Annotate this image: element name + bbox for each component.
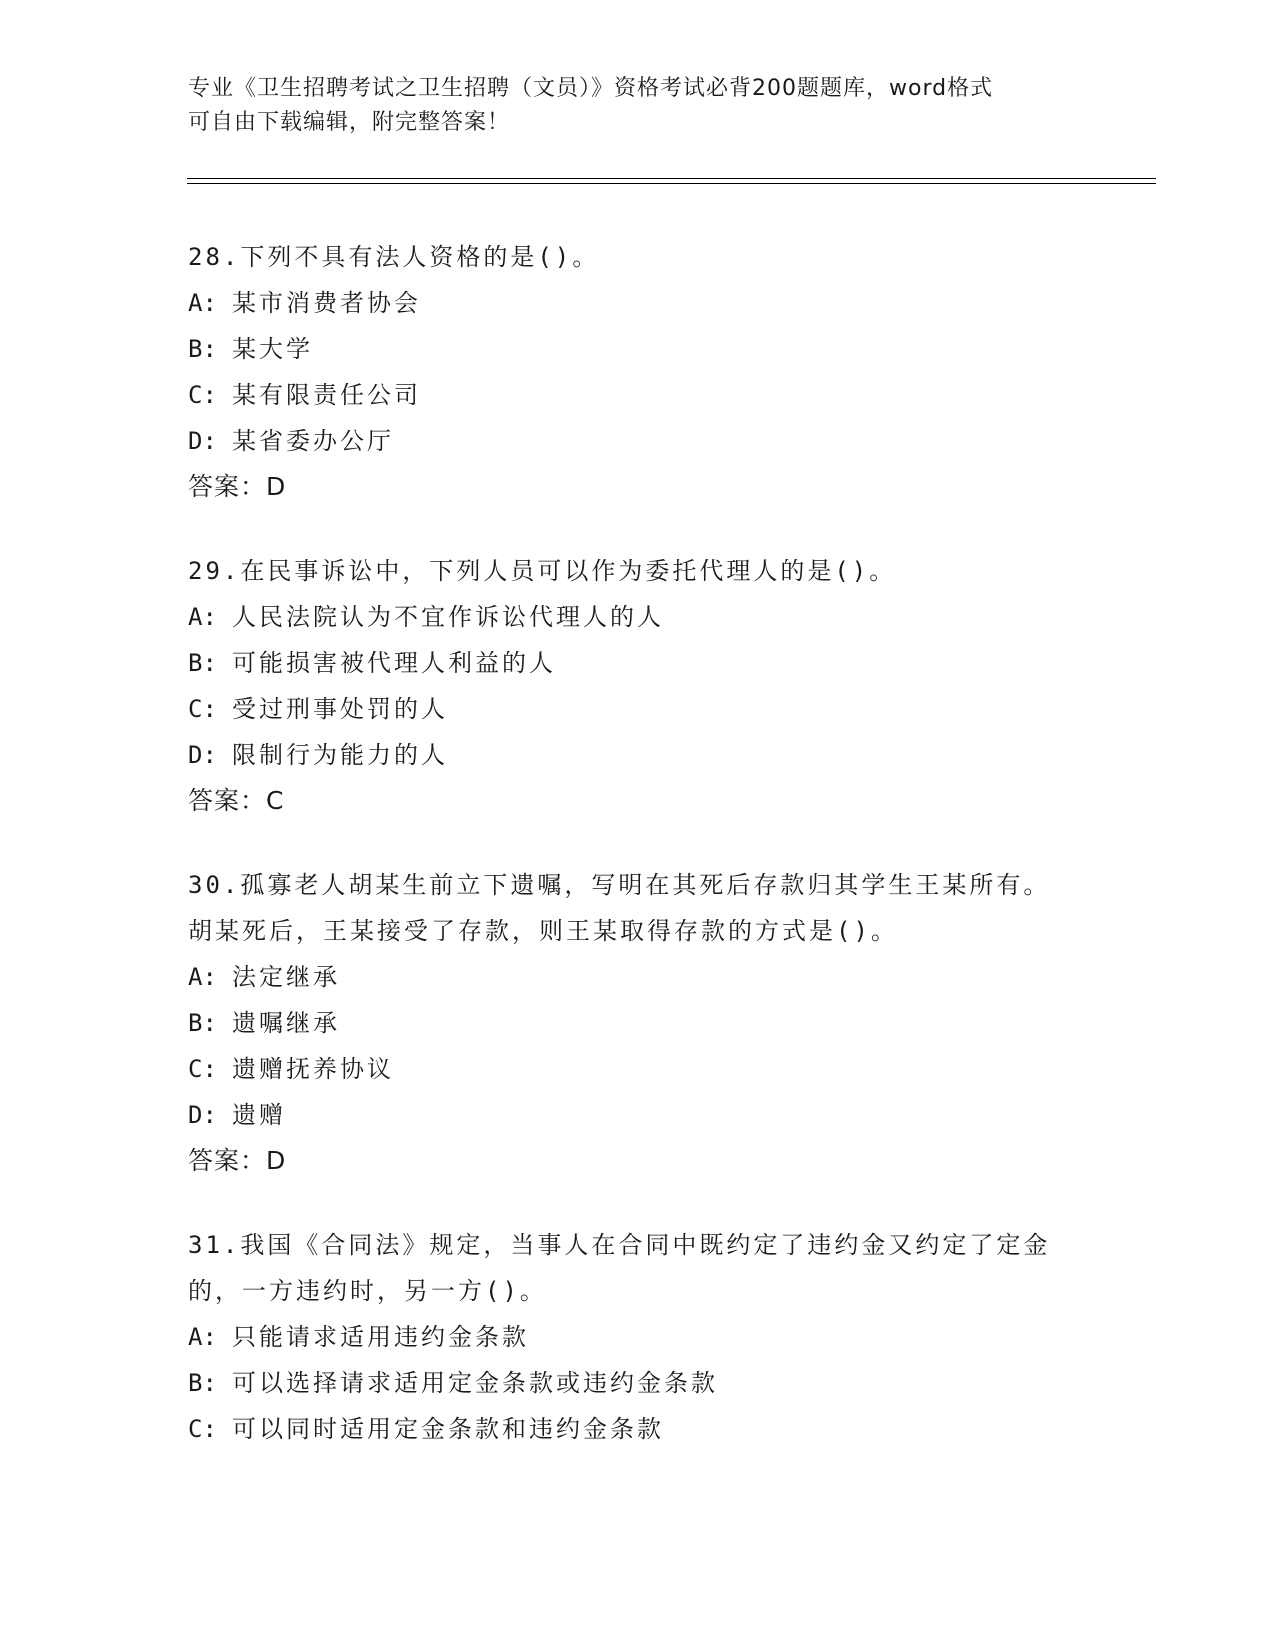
option-text: 某大学 [232, 335, 313, 363]
option-label: B: [188, 1009, 217, 1037]
option-label: D: [188, 1101, 217, 1129]
question-list [188, 234, 1088, 1490]
option-a [188, 954, 1088, 1000]
option-a [188, 594, 1088, 640]
option-text: 遗赠 [232, 1101, 286, 1129]
option-text: 某省委办公厅 [232, 427, 394, 455]
option-text: 可能损害被代理人利益的人 [232, 649, 556, 677]
question-text: 29.在民事诉讼中，下列人员可以作为委托代理人的是()。 [188, 557, 897, 585]
option-text: 法定继承 [232, 963, 340, 991]
option-label: A: [188, 603, 217, 631]
option-c [188, 686, 1088, 732]
option-label: D: [188, 427, 217, 455]
option-c [188, 1406, 1088, 1452]
option-a [188, 1314, 1088, 1360]
option-text: 人民法院认为不宜作诉讼代理人的人 [232, 603, 664, 631]
option-c [188, 372, 1088, 418]
answer-line: 答案：D [188, 1146, 287, 1175]
option-text: 遗嘱继承 [232, 1009, 340, 1037]
option-b [188, 1360, 1088, 1406]
header-divider-top [187, 178, 1156, 179]
option-text: 限制行为能力的人 [232, 741, 448, 769]
answer-line: 答案：D [188, 472, 287, 501]
option-b [188, 1000, 1088, 1046]
question-31 [188, 1222, 1088, 1452]
option-text: 只能请求适用违约金条款 [232, 1323, 529, 1351]
option-d [188, 732, 1088, 778]
question-text: 30.孤寡老人胡某生前立下遗嘱，写明在其死后存款归其学生王某所有。胡某死后，王某接受了存款，则王某取得存款的方式是()。 [188, 871, 1051, 945]
header-line-1: 专业《卫生招聘考试之卫生招聘（文员）》资格考试必背200题题库，word格式 [188, 76, 994, 101]
option-text: 遗赠抚养协议 [232, 1055, 394, 1083]
option-label: A: [188, 963, 217, 991]
question-text: 31.我国《合同法》规定，当事人在合同中既约定了违约金又约定了定金的，一方违约时，另一方()。 [188, 1231, 1051, 1305]
option-c [188, 1046, 1088, 1092]
option-text: 可以选择请求适用定金条款或违约金条款 [232, 1369, 718, 1397]
option-label: D: [188, 741, 217, 769]
option-label: C: [188, 381, 217, 409]
option-a [188, 280, 1088, 326]
question-30 [188, 862, 1088, 1184]
option-label: B: [188, 1369, 217, 1397]
answer-line: 答案：C [188, 786, 285, 815]
option-label: C: [188, 1415, 217, 1443]
question-29 [188, 548, 1088, 824]
question-text: 28.下列不具有法人资格的是()。 [188, 243, 600, 271]
option-label: B: [188, 649, 217, 677]
question-28 [188, 234, 1088, 510]
option-text: 某市消费者协会 [232, 289, 421, 317]
header-divider-bottom [187, 183, 1156, 184]
option-text: 受过刑事处罚的人 [232, 695, 448, 723]
option-label: A: [188, 1323, 217, 1351]
option-text: 可以同时适用定金条款和违约金条款 [232, 1415, 664, 1443]
document-header [188, 72, 1068, 140]
option-text: 某有限责任公司 [232, 381, 421, 409]
option-label: C: [188, 1055, 217, 1083]
option-d [188, 418, 1088, 464]
option-b [188, 326, 1088, 372]
option-label: A: [188, 289, 217, 317]
option-b [188, 640, 1088, 686]
option-d [188, 1092, 1088, 1138]
option-label: C: [188, 695, 217, 723]
header-line-2: 可自由下载编辑，附完整答案！ [188, 110, 511, 135]
option-label: B: [188, 335, 217, 363]
